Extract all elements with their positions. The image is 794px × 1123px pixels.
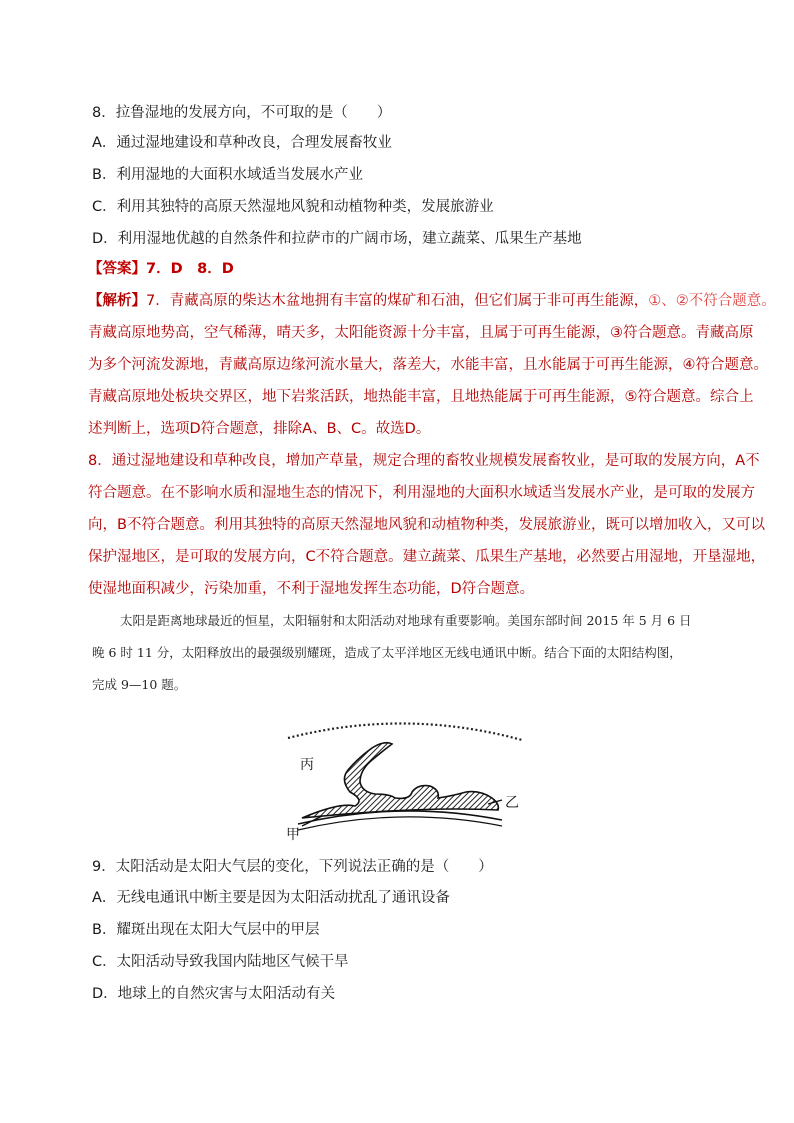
- label-yi: 乙: [505, 795, 519, 811]
- explanation-text-1a: 7．青藏高原的柴达木盆地拥有丰富的煤矿和石油，但它们属于非可再生能源，: [146, 293, 649, 309]
- explanation-text-1b: ①、②不符合题意。: [648, 293, 776, 309]
- question-8-option-a: A．通过湿地建设和草种改良，合理发展畜牧业: [92, 135, 392, 151]
- intro-line-3: 完成 9—10 题。: [92, 677, 187, 692]
- explanation-line-9: 保护湿地区，是可取的发展方向，C不符合题意。建立蔬菜、瓜果生产基地，必然要占用湿地，开垦湿地，: [88, 549, 766, 565]
- explanation-line-5: 述判断上，选项D符合题意，排除A、B、C。故选D。: [88, 421, 431, 437]
- explanation-line-4: 青藏高原地处板块交界区，地下岩浆活跃，地热能丰富，且地热能属于可再生能源，⑤符合题意。综合上: [88, 389, 754, 405]
- explanation-line-7: 符合题意。在不影响水质和湿地生态的情况下，利用湿地的大面积水域适当发展水产业，是可取的发展方: [88, 485, 755, 501]
- question-8-option-b: B．利用湿地的大面积水域适当发展水产业: [92, 167, 363, 183]
- explanation-line-1: [88, 291, 776, 311]
- prominence-hatched-shape: [302, 743, 498, 818]
- question-9-option-a: A．无线电通讯中断主要是因为太阳活动扰乱了通讯设备: [92, 890, 450, 906]
- photosphere-arc-inner: [298, 817, 502, 830]
- question-9-option-b: B．耀斑出现在太阳大气层中的甲层: [92, 922, 320, 938]
- sun-structure-svg: [280, 720, 530, 850]
- explanation-line-10: 使湿地面积减少，污染加重，不利于湿地发挥生态功能，D符合题意。: [88, 581, 535, 597]
- question-8-option-d: D．利用湿地优越的自然条件和拉萨市的广阔市场，建立蔬菜、瓜果生产基地: [92, 231, 582, 247]
- corona-dotted-arc: [288, 723, 522, 740]
- answer-tag: 【答案】: [88, 261, 146, 277]
- explanation-line-2: 青藏高原地势高，空气稀薄，晴天多，太阳能资源十分丰富，且属于可再生能源，③符合题意。青藏高原: [88, 325, 754, 341]
- answer-value: 7．D 8．D: [146, 261, 234, 277]
- answer-line: [88, 259, 234, 279]
- label-bing: 丙: [300, 757, 314, 773]
- intro-line-2: 晚 6 时 11 分，太阳释放出的最强级别耀斑，造成了太平洋地区无线电通讯中断。结合下面的太阳结构图，: [92, 645, 682, 660]
- explanation-line-8: 向，B不符合题意。利用其独特的高原天然湿地风貌和动植物种类，发展旅游业，既可以增加收入，又可以: [88, 517, 765, 533]
- explanation-line-3: 为多个河流发源地，青藏高原边缘河流水量大，落差大，水能丰富，且水能属于可再生能源，④符合题意。: [88, 357, 768, 373]
- label-jia: 甲: [286, 827, 300, 843]
- question-8-stem: 8．拉鲁湿地的发展方向，不可取的是（ ）: [92, 105, 392, 121]
- question-9-stem: 9．太阳活动是太阳大气层的变化，下列说法正确的是（ ）: [92, 859, 493, 875]
- question-9-option-c: C．太阳活动导致我国内陆地区气候干旱: [92, 954, 349, 970]
- explanation-line-6: 8．通过湿地建设和草种改良，增加产草量，规定合理的畜牧业规模发展畜牧业，是可取的发展方向，A不: [88, 453, 760, 469]
- question-8-option-c: C．利用其独特的高原天然湿地风貌和动植物种类，发展旅游业: [92, 199, 494, 215]
- intro-line-1: 太阳是距离地球最近的恒星，太阳辐射和太阳活动对地球有重要影响。美国东部时间 2015 年 5 月 6 日: [120, 613, 692, 628]
- sun-structure-diagram: [280, 720, 530, 850]
- question-9-option-d: D．地球上的自然灾害与太阳活动有关: [92, 986, 336, 1002]
- explanation-tag: 【解析】: [88, 293, 146, 309]
